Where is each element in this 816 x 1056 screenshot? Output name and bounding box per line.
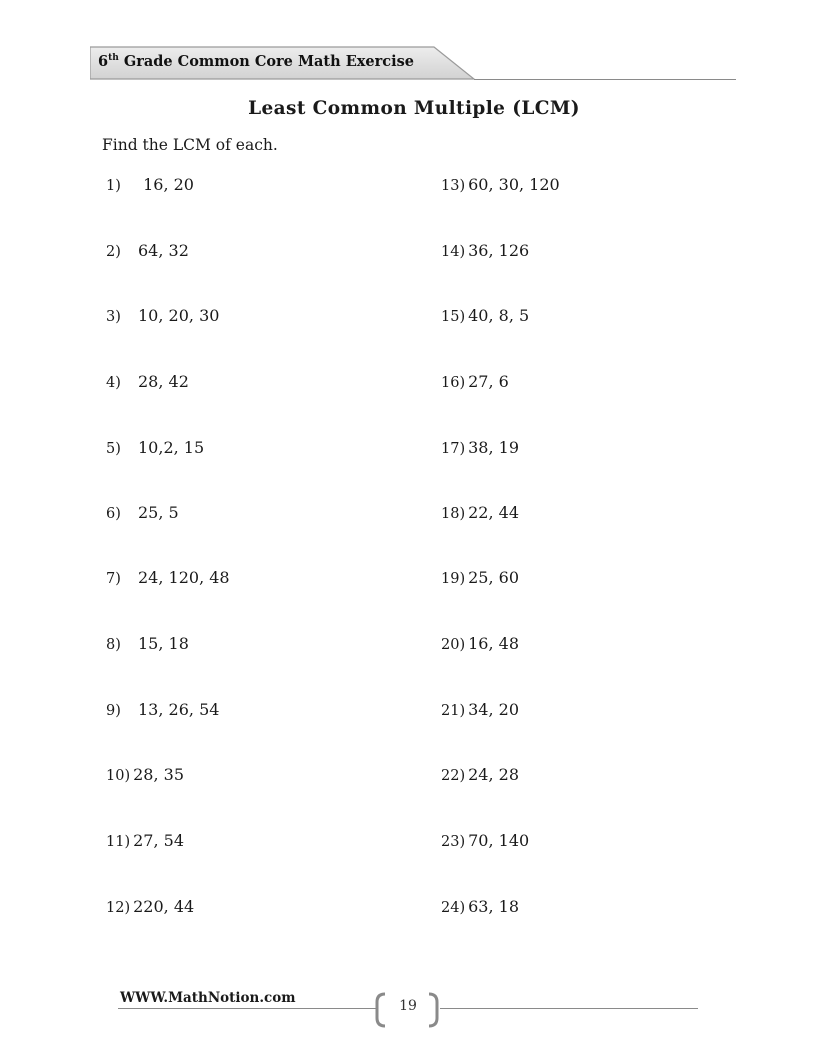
problem-item: 11) 27, 54: [106, 831, 184, 850]
problem-item: 18) 22, 44: [441, 503, 519, 522]
problem-item: 5) 10,2, 15: [106, 438, 205, 457]
page-number: 19: [399, 998, 417, 1014]
problem-item: 16) 27, 6: [441, 372, 509, 391]
header-title: 6th Grade Common Core Math Exercise: [98, 53, 414, 70]
page-bracket-right-icon: [426, 992, 442, 1028]
header-rule: [474, 79, 736, 80]
instruction-text: Find the LCM of each.: [102, 136, 278, 154]
problem-item: 14) 36, 126: [441, 241, 530, 260]
problem-item: 15) 40, 8, 5: [441, 306, 530, 325]
footer-rule-right: [440, 1008, 698, 1009]
footer-website: WWW.MathNotion.com: [120, 990, 296, 1006]
problem-item: 7) 24, 120, 48: [106, 568, 230, 587]
problem-item: 1) 16, 20: [106, 175, 194, 194]
problem-item: 3) 10, 20, 30: [106, 306, 220, 325]
problem-item: 24) 63, 18: [441, 897, 519, 916]
footer-rule-left: [118, 1008, 376, 1009]
problem-item: 12) 220, 44: [106, 897, 195, 916]
problem-item: 6) 25, 5: [106, 503, 179, 522]
problem-item: 19) 25, 60: [441, 568, 519, 587]
page-title: Least Common Multiple (LCM): [248, 98, 580, 119]
problem-item: 22) 24, 28: [441, 765, 519, 784]
header-tab: [90, 45, 476, 81]
problem-item: 8) 15, 18: [106, 634, 189, 653]
problem-item: 21) 34, 20: [441, 700, 519, 719]
problem-item: 4) 28, 42: [106, 372, 189, 391]
problem-item: 23) 70, 140: [441, 831, 530, 850]
problem-item: 13) 60, 30, 120: [441, 175, 560, 194]
problem-item: 20) 16, 48: [441, 634, 519, 653]
problem-item: 17) 38, 19: [441, 438, 519, 457]
problem-item: 9) 13, 26, 54: [106, 700, 220, 719]
problem-item: 2) 64, 32: [106, 241, 189, 260]
page-bracket-left-icon: [372, 992, 388, 1028]
problem-item: 10) 28, 35: [106, 765, 184, 784]
